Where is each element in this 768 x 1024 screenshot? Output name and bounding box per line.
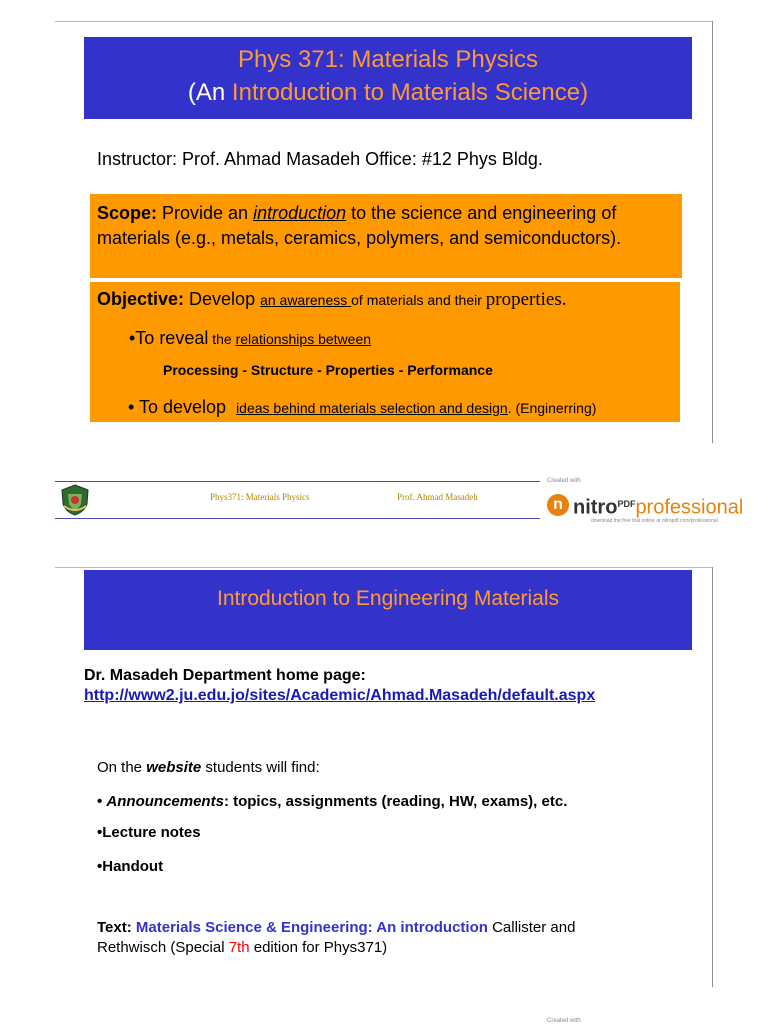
handout-item: •Handout xyxy=(97,858,164,875)
instructor-line: Instructor: Prof. Ahmad Masadeh Office: #12 Phys Bldg. xyxy=(97,149,543,169)
scope-text-1: Provide an xyxy=(157,203,254,223)
website-prefix: On the xyxy=(97,759,147,776)
scope-text-2: to the science and engineering of materials (e.g., metals, ceramics, polymers, and semiconductors). xyxy=(97,203,622,248)
textbook-edition: 7th xyxy=(228,939,250,956)
objective-text-2: of materials and their xyxy=(351,292,486,308)
website-emphasis: website xyxy=(146,759,202,776)
text-label: Text: xyxy=(97,919,136,936)
footer-course: Phys371: Materials Physics xyxy=(210,492,310,502)
nitro-watermark xyxy=(547,478,763,526)
objective-label: Objective: xyxy=(97,289,185,309)
objective-link: an awareness xyxy=(260,292,352,308)
footer-professor: Prof. Ahmad Masadeh xyxy=(397,492,478,502)
nitro-pdf-text: PDF xyxy=(617,499,636,509)
created-with-label-2: Created with xyxy=(547,1018,581,1024)
announcements-item xyxy=(97,793,567,811)
slide-2-top-border xyxy=(55,567,713,568)
scope-text xyxy=(97,201,677,251)
reveal-line xyxy=(129,327,371,350)
reveal-link: relationships between xyxy=(235,331,372,347)
textbook-line-1 xyxy=(97,918,575,938)
develop-link: ideas behind materials selection and design xyxy=(236,400,508,416)
nitro-text: nitro xyxy=(573,496,618,519)
announcements-emphasis: Announcements xyxy=(106,793,224,810)
objective-box xyxy=(90,282,680,422)
created-with-label: Created with xyxy=(547,478,581,484)
footer-rule-bottom xyxy=(55,518,540,519)
slide-1-title-line-2 xyxy=(84,79,692,107)
university-logo-icon xyxy=(60,484,90,516)
scope-emphasis: introduction xyxy=(253,203,347,223)
textbook-line-2-a: Rethwisch (Special xyxy=(97,939,229,956)
develop-suffix: . (Enginerring) xyxy=(507,400,597,416)
website-intro xyxy=(97,759,320,777)
title-intro-text: Introduction to Materials Science) xyxy=(231,79,589,106)
slide-2-right-border xyxy=(712,567,713,987)
announcements-rest: : topics, assignments (reading, HW, exams), etc. xyxy=(223,793,568,810)
home-page-label: Dr. Masadeh Department home page: xyxy=(84,667,366,684)
textbook-line-2 xyxy=(97,938,387,958)
reveal-prefix: •To reveal xyxy=(129,328,209,348)
textbook-line-2-b: edition for Phys371) xyxy=(249,939,388,956)
slide-1-title-box xyxy=(84,37,692,119)
slide-1-title-line-1: Phys 371: Materials Physics xyxy=(237,46,539,73)
slide-1-right-border xyxy=(712,21,713,443)
develop-line xyxy=(128,396,596,419)
pspp-line: Processing - Structure - Properties - Performance xyxy=(163,362,493,378)
objective-properties: properties. xyxy=(485,289,567,310)
footer-rule-top xyxy=(55,481,540,482)
objective-text-1: Develop xyxy=(184,289,261,309)
lecture-notes-item: •Lecture notes xyxy=(97,824,201,841)
nitro-wordmark xyxy=(573,492,743,521)
objective-line xyxy=(97,287,567,312)
nitro-logo-icon: n xyxy=(547,494,569,516)
website-suffix: students will find: xyxy=(201,759,320,776)
reveal-the: the xyxy=(208,331,236,347)
scope-label: Scope: xyxy=(97,203,158,223)
nitro-professional-text: professional xyxy=(635,496,744,519)
slide-2-title-box xyxy=(84,570,692,650)
develop-prefix: • To develop xyxy=(128,397,227,417)
textbook-authors: Callister and xyxy=(487,919,576,936)
slide-1-top-border xyxy=(55,21,713,22)
textbook-title: Materials Science & Engineering: An introduction xyxy=(135,919,488,936)
nitro-small-text: download the free trial online at nitropdf.com/professional xyxy=(591,518,718,524)
title-paren-prefix: (An xyxy=(187,79,232,106)
slide-2-title: Introduction to Engineering Materials xyxy=(216,587,560,610)
announcements-bullet: • xyxy=(97,793,107,810)
home-page-link[interactable]: http://www2.ju.edu.jo/sites/Academic/Ahmad.Masadeh/default.aspx xyxy=(84,687,596,704)
scope-box xyxy=(90,194,682,278)
